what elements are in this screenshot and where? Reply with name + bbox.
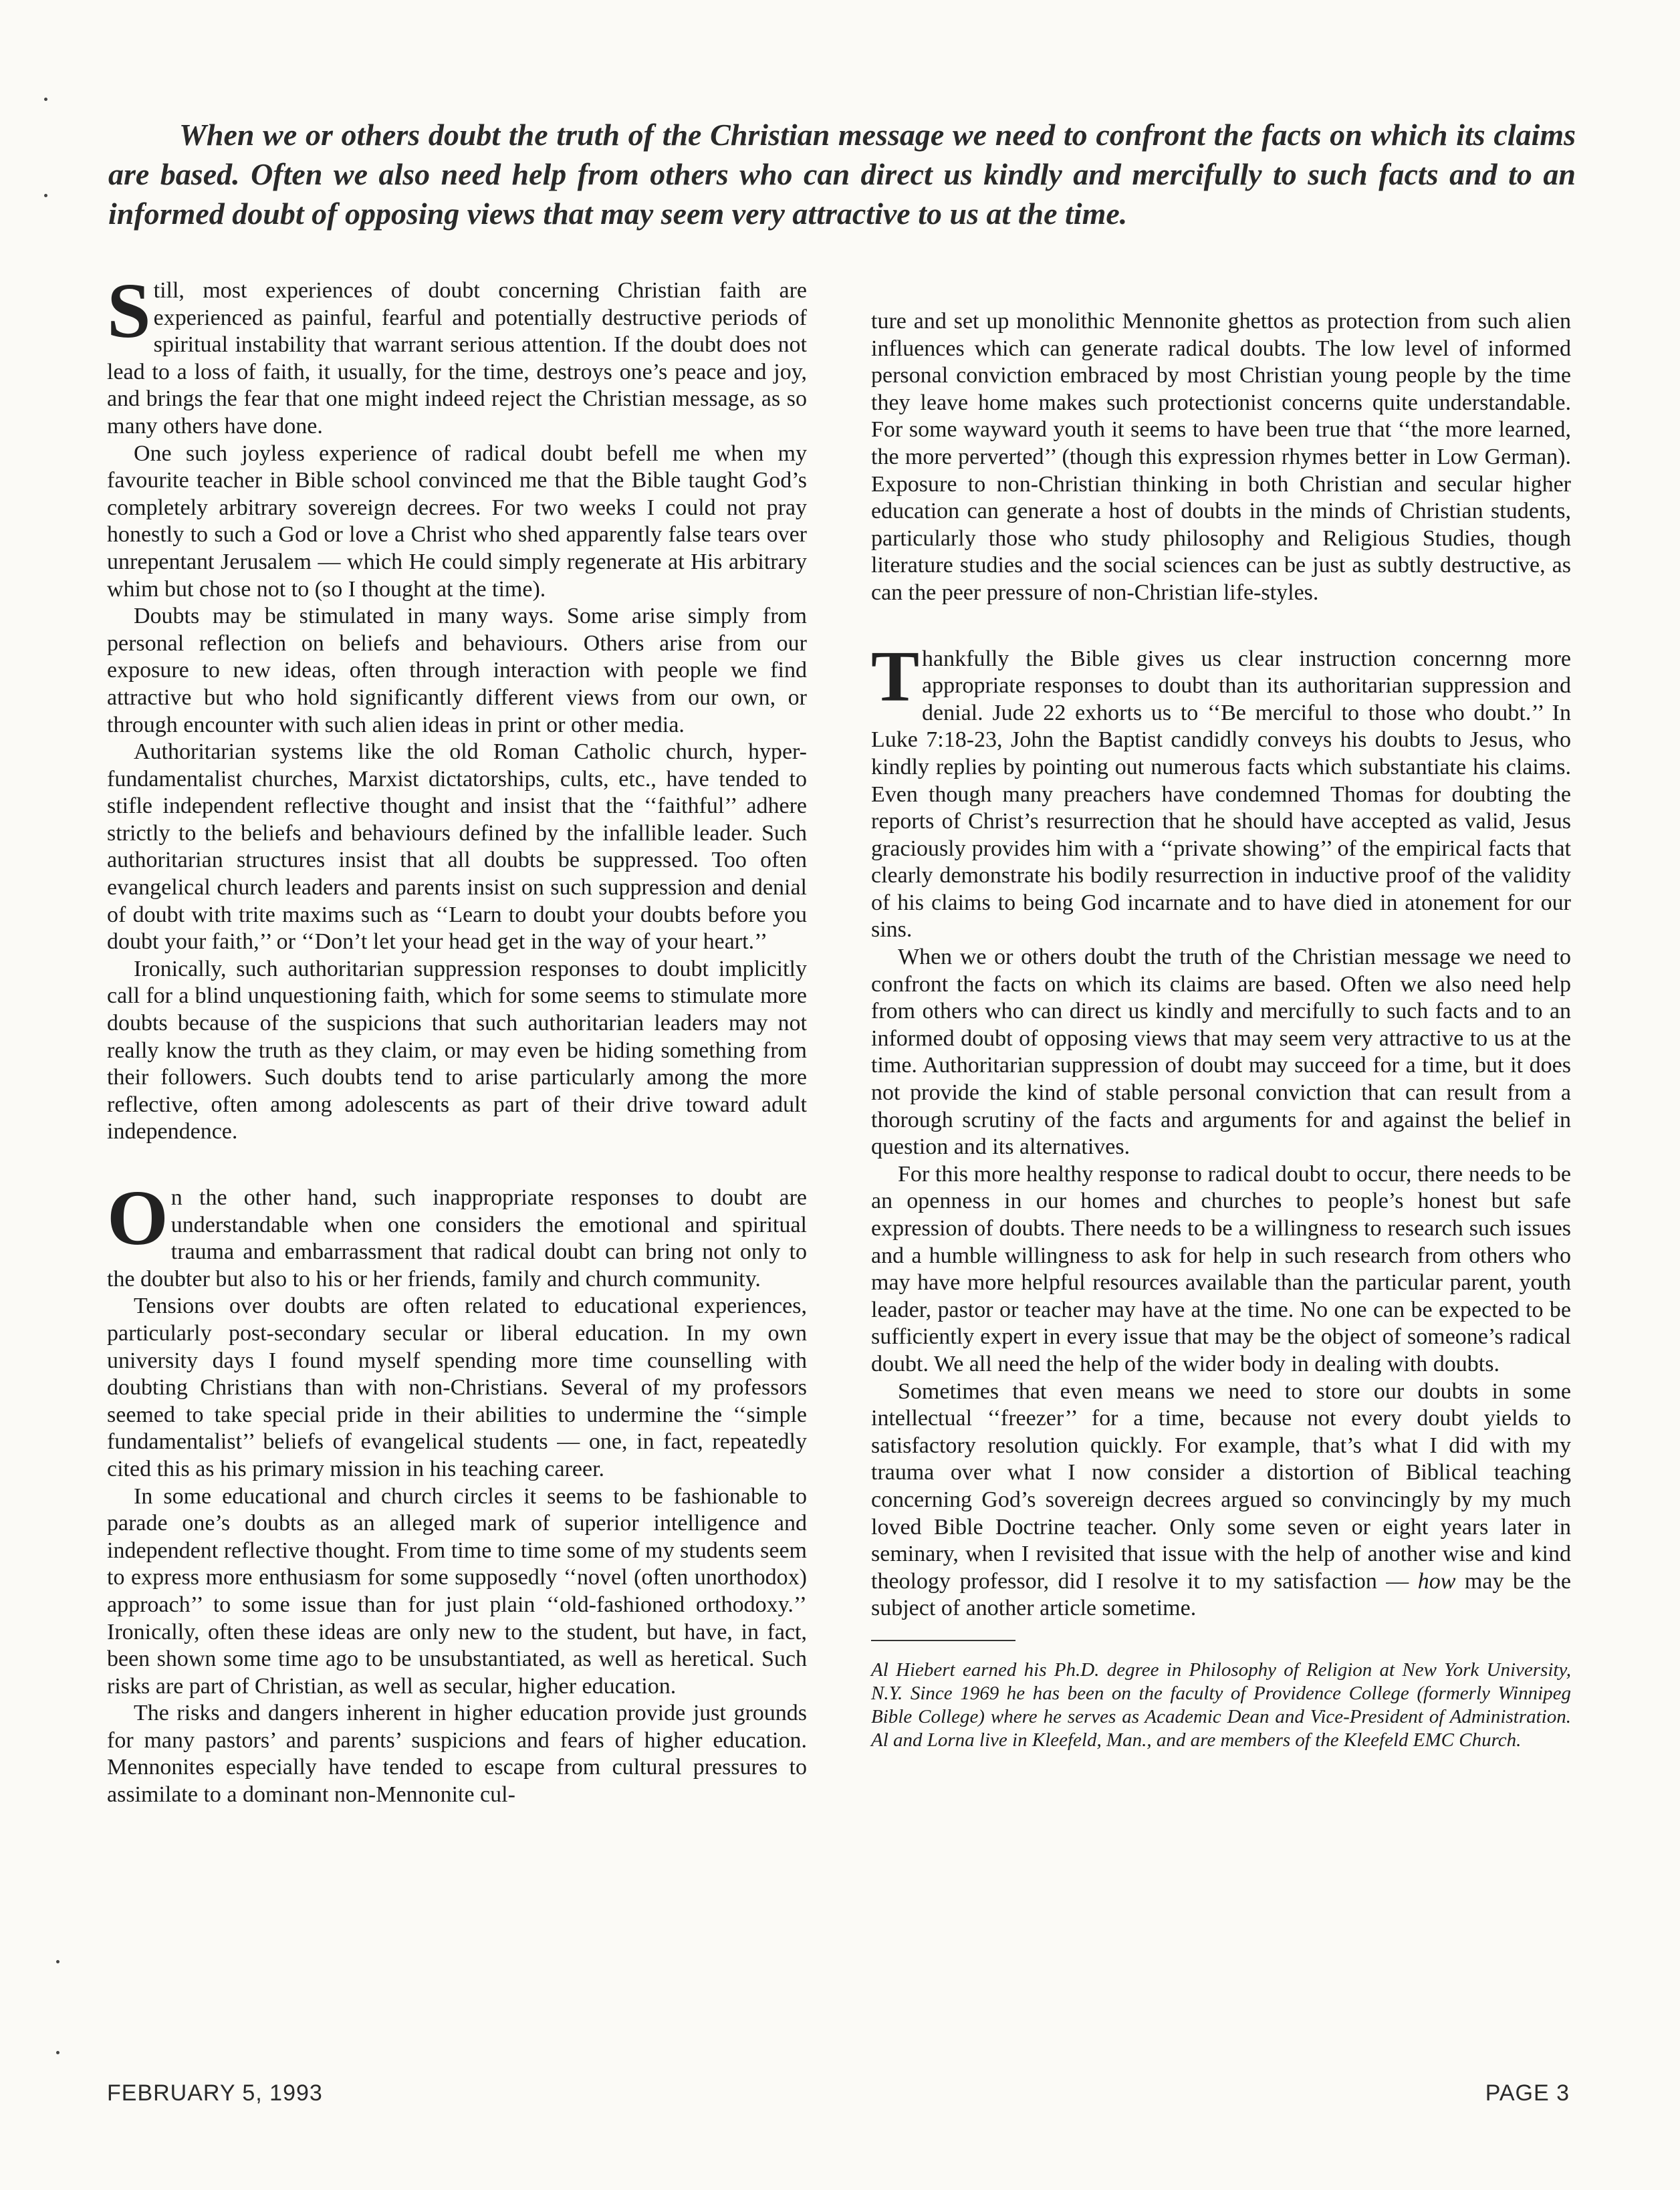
paragraph: Ironically, such authoritarian suppression responses to doubt implicitly call for a blind unquestioning faith, which for some seems to stimulate more doubts because of the suspicions that such authoritarian leaders may not really know the truth as they claim, or may even be hiding something from their followers. Such doubts tend to arise particularly among the more reflective, often among adolescents as part of their drive toward adult independence.: [107, 956, 807, 1144]
bio-divider: [871, 1640, 1015, 1641]
paragraph: Thankfully the Bible gives us clear instruction concernng more appropriate responses to doubt than its authoritarian suppression and denial. Jude 22 exhorts us to ‘‘Be merciful to those who doubt.’’ In Luke 7:18-23, John the Baptist candidly conveys his doubts to Jesus, who kindly replies by pointing out numerous facts which substantiate his claims. Even though many preachers have condemned Thomas for doubting the reports of Christ’s resurrection that he should have accepted as valid, Jesus graciously provides him with a ‘‘private showing’’ of the empirical facts that clearly demonstrate his bodily resurrection in inductive proof of the validity of his claims to being God incarnate and to have died in atonement for our sins.: [871, 636, 1571, 943]
paragraph: Tensions over doubts are often related to educational experiences, particularly post-secondary secular or liberal education. In my own university days I found myself spending more time counselling with doubting Christians than with non-Christians. Several of my professors seemed to take special pride in their abilities to undermine the ‘‘simple fundamentalist’’ beliefs of evangelical students — one, in fact, repeatedly cited this as his primary mission in his teaching career.: [107, 1294, 807, 1481]
scan-speck: [56, 2051, 59, 2054]
section-break: [871, 607, 1571, 646]
paragraph: Doubts may be stimulated in many ways. Some arise simply from personal reflection on beliefs and behaviours. Others arise from our exposure to new ideas, often through interaction with people we find attractive but who hold significantly different views from our own, or through encounter with such alien ideas in print or other media.: [107, 604, 807, 737]
paragraph: Authoritarian systems like the old Roman Catholic church, hyper-fundamentalist churches, Marxist dictatorships, cults, etc., have tended to stifle independent reflective thought and insist that the ‘‘faithful’’ adhere strictly to the beliefs and behaviours defined by the infallible leader. Such authoritarian structures insist that all doubts be suppressed. Too often evangelical church leaders and parents insist on such suppression and denial of doubt with trite maxims such as ‘‘Learn to doubt your doubts before you doubt your faith,’’ or ‘‘Don’t let your head get in the way of your heart.’’: [107, 739, 807, 955]
drop-cap: T: [871, 636, 920, 717]
scan-speck: [44, 194, 47, 197]
paragraph: One such joyless experience of radical doubt befell me when my favourite teacher in Bible school convinced me that the Bible taught God’s completely arbitrary sovereign decrees. For two weeks I could not pray honestly to such a God or love a Christ who shed apparently false tears over unrepentant Jerusalem — which He could simply regenerate at His arbitrary whim but chose not to (so I thought at the time).: [107, 441, 807, 602]
scan-speck: [56, 1960, 59, 1963]
paragraph: On the other hand, such inappropriate responses to doubt are understandable when one considers the emotional and spiritual trauma and embarrassment that radical doubt can bring not only to the doubter but also to his or her friends, family and church community.: [107, 1174, 807, 1292]
paragraph: For this more healthy response to radical doubt to occur, there needs to be an openness in our homes and churches to people’s honest but safe expression of doubts. There needs to be a willingness to research such issues and a humble willingness to ask for help in such research from others who may have more helpful resources available than the particular parent, youth leader, pastor or teacher may have at the time. No one can be expected to be sufficiently expert in every issue that may be the object of someone’s radical doubt. We all need the help of the wider body in dealing with doubts.: [871, 1161, 1571, 1376]
drop-cap: S: [107, 267, 151, 354]
paragraph: When we or others doubt the truth of the Christian message we need to confront the facts on which its claims are based. Often we also need help from others who can direct us kindly and mercifully to such facts and to an informed doubt of opposing views that may seem very attractive to us at the time. Authoritarian suppression of doubt may succeed for a time, but it does not provide the kind of stable personal conviction that can result from a thorough scrutiny of the facts and arguments for and against the belief in question and its alternatives.: [871, 945, 1571, 1160]
author-bio: Al Hiebert earned his Ph.D. degree in Philosophy of Religion at New York University, N.Y. Since 1969 he has been on the faculty of Providence College (formerly Winnipeg Bible College) where he serves as Academic Dean and Vice-President of Administration. Al and Lorna live in Kleefeld, Man., and are members of the Kleefeld EMC Church.: [871, 1659, 1571, 1751]
paragraph: Still, most experiences of doubt concerning Christian faith are experienced as painful, fearful and potentially destructive periods of spiritual instability that warrant serious attention. If the doubt does not lead to a loss of faith, it usually, for the time, destroys one’s peace and joy, and brings the fear that one might indeed reject the Christian message, as so many others have done.: [107, 267, 807, 439]
pull-quote-text: When we or others doubt the truth of the Christian message we need to confront the facts on which its claims are based. Often we also need help from others who can direct us kindly and mercifully to such facts and to an informed doubt of opposing views that may seem very attractive to us at the time.: [108, 118, 1576, 231]
drop-cap: O: [107, 1174, 168, 1261]
footer-page-number: PAGE 3: [1485, 2080, 1570, 2106]
article-right-column: [871, 308, 1571, 1752]
section-break: [107, 1146, 807, 1185]
footer-date: FEBRUARY 5, 1993: [107, 2080, 323, 2106]
pull-quote: [108, 115, 1576, 233]
scan-speck: [44, 98, 47, 101]
paragraph: The risks and dangers inherent in higher education provide just grounds for many pastors’ and parents’ suspicions and fears of higher education. Mennonites especially have tended to escape from cultural pressures to assimilate to a dominant non-Mennonite cul-: [107, 1701, 807, 1808]
paragraph: Sometimes that even means we need to store our doubts in some intellectual ‘‘freezer’’ for a time, because not every doubt yields to satisfactory resolution quickly. For example, that’s what I did with my trauma over what I now consider a distortion of Biblical teaching concerning God’s sovereign decrees argued so convincingly by my much loved Bible Doctrine teacher. Only some seven or eight years later in seminary, when I revisited that issue with the help of another wise and kind theology professor, did I resolve it to my satisfaction — how may be the subject of another article sometime.: [871, 1378, 1571, 1621]
paragraph: In some educational and church circles it seems to be fashionable to parade one’s doubts as an alleged mark of superior intelligence and independent reflective thought. From time to time some of my students seem to express more enthusiasm for some supposedly ‘‘novel (often unorthodox) approach’’ to some issue than for just plain ‘‘old-fashioned orthodoxy.’’ Ironically, often these ideas are only new to the student, but have, in fact, been shown some time ago to be unsubstantiated, as well as heretical. Such risks are part of Christian, as well as secular, higher education.: [107, 1483, 807, 1699]
paragraph: ture and set up monolithic Mennonite ghettos as protection from such alien influences which can generate radical doubts. The low level of informed personal conviction embraced by most Christian young people by the time they leave home makes such protectionist concerns quite understandable. For some wayward youth it seems to have been true that ‘‘the more learned, the more perverted’’ (though this expression rhymes better in Low German). Exposure to non-Christian thinking in both Christian and secular higher education can generate a host of doubts in the minds of Christian students, particularly those who study philosophy and Religious Studies, though literature studies and the social sciences can be just as subtly destructive, as can the peer pressure of non-Christian life-styles.: [871, 309, 1571, 605]
article-left-column: [107, 267, 807, 1809]
